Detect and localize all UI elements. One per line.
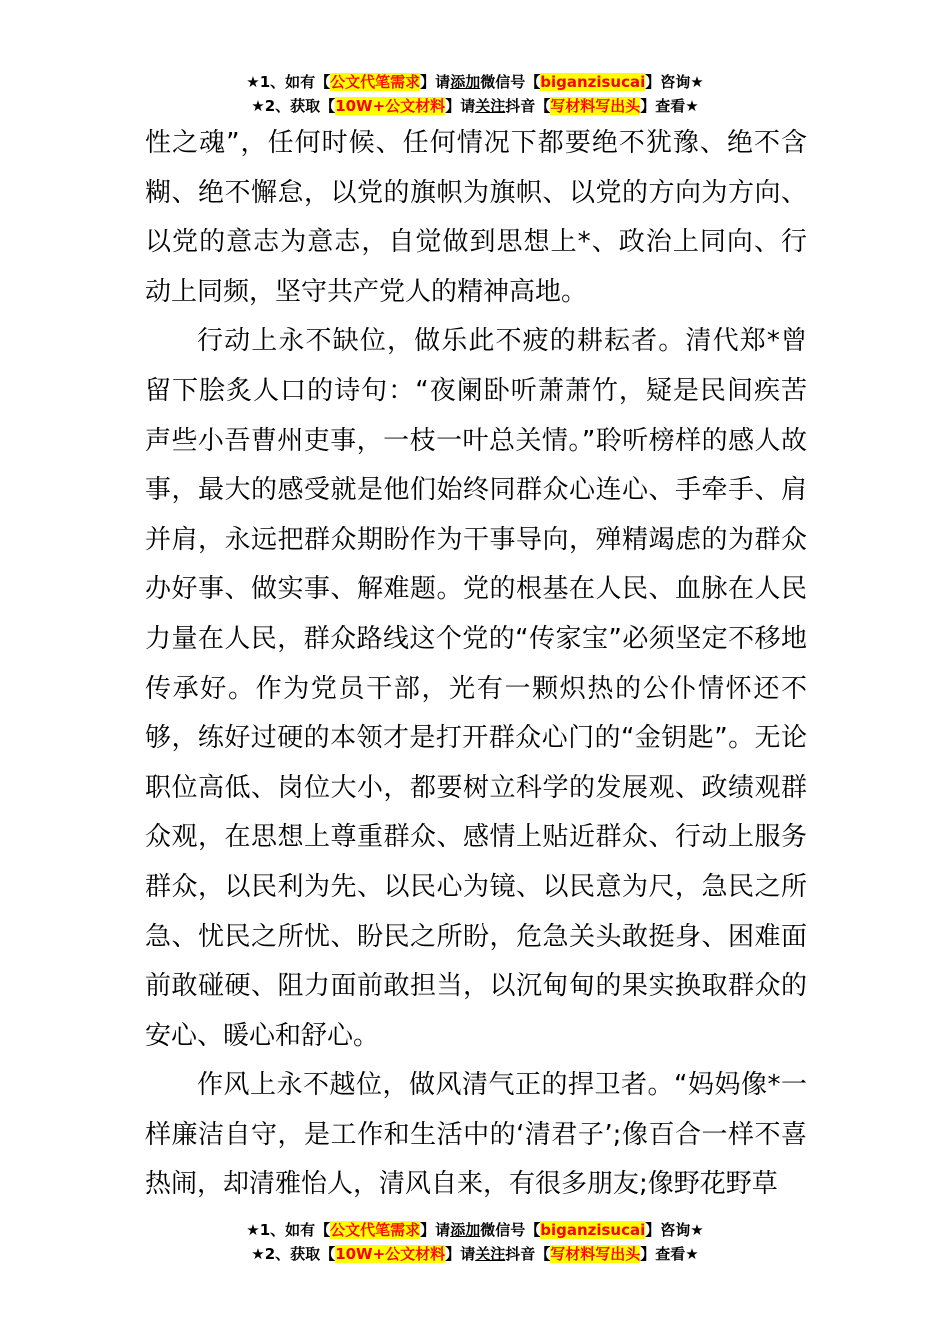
banner-text: 抖音【 <box>505 97 551 115</box>
banner-line-1 <box>0 1218 950 1242</box>
highlight-douyin-account: 写材料写出头 <box>550 97 641 115</box>
underlined-text: 添加 <box>450 1221 481 1239</box>
banner-text: 微信号【 <box>480 73 541 91</box>
banner-text: 】查看★ <box>640 1245 699 1263</box>
banner-line-2 <box>0 94 950 118</box>
banner-text: 抖音【 <box>505 1245 551 1263</box>
underlined-text: 添加 <box>450 73 481 91</box>
document-body <box>145 119 807 1210</box>
banner-text: ★1、如有【 <box>246 73 331 91</box>
paragraph-3: 作风上永不越位，做风清气正的捍卫者。“妈妈像*一样廉洁自守，是工作和生活中的‘清君子’;像百合一样不喜热闹，却清雅怡人，清风自来，有很多朋友;像野花野草 <box>145 1070 807 1200</box>
highlight-service: 公文代笔需求 <box>330 1221 421 1239</box>
banner-text: 】请 <box>445 1245 476 1263</box>
highlight-service: 公文代笔需求 <box>330 73 421 91</box>
footer-banner <box>0 1218 950 1266</box>
underlined-text: 关注 <box>475 97 506 115</box>
highlight-materials: 10W+公文材料 <box>335 97 446 115</box>
banner-text: ★2、获取【 <box>251 1245 336 1263</box>
banner-text: 】咨询★ <box>645 73 704 91</box>
banner-text: ★1、如有【 <box>246 1221 331 1239</box>
banner-text: ★2、获取【 <box>251 97 336 115</box>
banner-text: 】请 <box>420 1221 451 1239</box>
header-banner <box>0 70 950 118</box>
banner-text: 】咨询★ <box>645 1221 704 1239</box>
banner-text: 】请 <box>445 97 476 115</box>
highlight-douyin-account: 写材料写出头 <box>550 1245 641 1263</box>
paragraph-1: 性之魂”，任何时候、任何情况下都要绝不犹豫、绝不含糊、绝不懈怠，以党的旗帜为旗帜、以党的方向为方向、以党的意志为意志，自觉做到思想上*、政治上同向、行动上同频，坚守共产党人的精神高地。 <box>145 128 807 307</box>
highlight-wechat-id: biganzisucai <box>540 1221 646 1239</box>
banner-text: 】请 <box>420 73 451 91</box>
banner-text: 微信号【 <box>480 1221 541 1239</box>
banner-line-2 <box>0 1242 950 1266</box>
highlight-materials: 10W+公文材料 <box>335 1245 446 1263</box>
banner-line-1 <box>0 70 950 94</box>
paragraph-2: 行动上永不缺位，做乐此不疲的耕耘者。清代郑*曾留下脍炙人口的诗句：“夜阑卧听萧萧竹，疑是民间疾苦声些小吾曹州吏事，一枝一叶总关情。”聆听榜样的感人故事，最大的感受就是他们始终同群众心连心、手牵手、肩并肩，永远把群众期盼作为干事导向，殚精竭虑的为群众办好事、做实事、解难题。党的根基在人民、血脉在人民力量在人民，群众路线这个党的“传家宝”必须坚定不移地传承好。作为党员干部，光有一颗炽热的公仆情怀还不够，练好过硬的本领才是打开群众心门的“金钥匙”。无论职位高低、岗位大小，都要树立科学的发展观、政绩观群众观，在思想上尊重群众、感情上贴近群众、行动上服务群众，以民利为先、以民心为镜、以民意为尺，急民之所急、忧民之所忧、盼民之所盼，危急关头敢挺身、困难面前敢碰硬、阻力面前敢担当，以沉甸甸的果实换取群众的安心、暖心和舒心。 <box>145 326 807 1051</box>
banner-text: 】查看★ <box>640 97 699 115</box>
underlined-text: 关注 <box>475 1245 506 1263</box>
highlight-wechat-id: biganzisucai <box>540 73 646 91</box>
